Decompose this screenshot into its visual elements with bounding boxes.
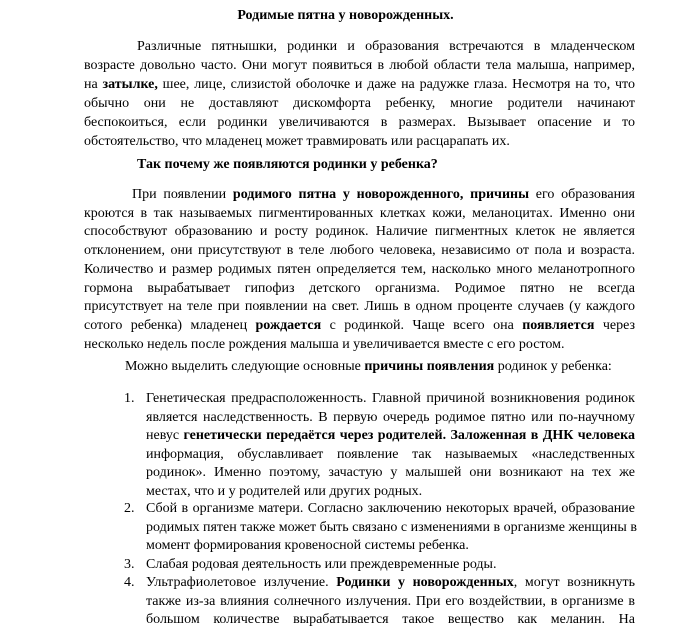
text-run: способствуют образованию и росту родинок. Наличие пигментных клеток не является bbox=[84, 224, 635, 240]
text-run: Различные пятнышки, родинки и образования встречаются в младенческом bbox=[137, 39, 635, 54]
bold-text: Родинки у новорожденных bbox=[336, 575, 514, 590]
text-run: отклонением, они присутствуют в теле любого человека, независимо от пола и возраста. bbox=[84, 243, 635, 259]
intro-paragraph-line bbox=[84, 114, 635, 132]
list-item-line bbox=[146, 537, 635, 555]
cause-paragraph-line bbox=[84, 242, 635, 260]
text-run: несколько недель после рождения малыша и увеличивается вместе с его ростом. bbox=[84, 336, 565, 352]
text-run: Слабая родовая деятельность или преждевременные роды. bbox=[146, 557, 497, 572]
text-run: Количество и размер родимых пятен определяется тем, насколько много меланотропного bbox=[84, 261, 635, 277]
intro-paragraph-line bbox=[84, 76, 635, 94]
text-run: шее, лице, слизистой оболочке и даже на радужке глаза. Несмотря на то, что bbox=[157, 77, 635, 92]
list-item-line bbox=[146, 611, 635, 629]
text-run: на bbox=[84, 77, 103, 92]
list-item-number: 3. bbox=[124, 557, 135, 572]
cause-paragraph-line bbox=[84, 280, 635, 298]
cause-paragraph-line bbox=[84, 261, 635, 279]
causes-intro-line bbox=[125, 358, 645, 376]
list-item-line bbox=[146, 556, 635, 574]
bold-text: появляется bbox=[522, 317, 595, 333]
text-run: Генетическая предрасположенность. Главной причиной возникновения родинок bbox=[146, 391, 635, 406]
text-run: с родинкой. Чаще всего она bbox=[321, 317, 523, 333]
list-item-line bbox=[146, 574, 635, 592]
bold-text: родимого пятна у новорожденного, причины bbox=[232, 187, 530, 202]
list-item-line bbox=[146, 519, 635, 537]
text-run: местах, что и у родителей или других родных. bbox=[146, 483, 423, 499]
text-run: кроются в так называемых пигментированных клетках кожи, меланоцитах. Именно они bbox=[84, 205, 635, 221]
text-run: является наследственность. В первую очередь родимое пятно или по-научному bbox=[146, 409, 635, 425]
intro-paragraph-line bbox=[84, 57, 635, 75]
text-run: момент формирования кровеносной системы ребенка. bbox=[146, 538, 469, 553]
cause-paragraph-line bbox=[84, 223, 635, 241]
text-run: беспокоиться, если родинки увеличиваются в размерах. Вызывает опасение и то bbox=[84, 115, 635, 130]
list-item-line bbox=[146, 483, 635, 501]
intro-paragraph-line bbox=[84, 95, 635, 113]
cause-paragraph-line bbox=[84, 298, 635, 316]
bold-text: генетически передаётся через родителей. Заложенная в ДНК человека bbox=[179, 428, 635, 443]
bold-text: рождается bbox=[255, 317, 322, 333]
cause-paragraph-line bbox=[132, 186, 635, 204]
list-item-line bbox=[146, 446, 635, 464]
list-item-line bbox=[146, 593, 635, 611]
list-item-line bbox=[146, 390, 635, 408]
list-item-number: 4. bbox=[124, 575, 135, 590]
text-run: обычно они не доставляют дискомфорта ребенку, многие родители начинают bbox=[84, 96, 635, 111]
text-run: родимых пятен также может быть связано с изменениями в организме женщины в bbox=[146, 519, 637, 535]
bold-text: причины появления bbox=[364, 359, 495, 374]
bold-text: затылке, bbox=[102, 77, 158, 92]
text-run: его образования bbox=[529, 187, 635, 202]
intro-paragraph-line bbox=[137, 38, 635, 56]
list-item-line bbox=[146, 500, 635, 518]
text-run: возрасте довольно часто. Они могут появиться в любой области тела малыша, например, bbox=[84, 58, 635, 73]
text-run: обстоятельство, что младенец может травмировать или расцарапать их. bbox=[84, 134, 510, 149]
document-title: Родимые пятна у новорожденных. bbox=[237, 8, 454, 23]
section-heading: Так почему же появляются родинки у ребенка? bbox=[137, 157, 438, 172]
text-run: информация, обуславливает появление так называемых «наследственных bbox=[146, 446, 635, 462]
text-run: родинок у ребенка: bbox=[494, 359, 612, 374]
text-run: через bbox=[594, 317, 635, 333]
text-run: Можно выделить следующие основные bbox=[125, 359, 365, 374]
text-run: большом количестве вырабатывается такое вещество как меланин. На bbox=[146, 612, 635, 627]
text-run: , могут возникнуть bbox=[513, 575, 635, 590]
text-run: Ультрафиолетовое излучение. bbox=[146, 575, 337, 590]
cause-paragraph-line bbox=[84, 336, 635, 354]
list-item-number: 2. bbox=[124, 501, 135, 516]
text-run: Сбой в организме матери. Согласно заключению некоторых врачей, образование bbox=[146, 501, 635, 516]
text-run: невус bbox=[146, 428, 180, 443]
text-run: При появлении bbox=[132, 187, 233, 202]
list-item-line bbox=[146, 427, 635, 445]
cause-paragraph-line bbox=[84, 205, 635, 223]
list-item-line bbox=[146, 464, 635, 482]
intro-paragraph-line bbox=[84, 133, 635, 151]
text-run: также из-за влияния солнечного излучения. При его воздействии, в организме в bbox=[146, 593, 635, 609]
list-item-number: 1. bbox=[124, 391, 135, 406]
text-run: гормона вырабатывает гипофиз детского организма. Родимое пятно не всегда bbox=[84, 280, 635, 296]
cause-paragraph-line bbox=[84, 317, 635, 335]
text-run: сотого ребенка) младенец bbox=[84, 317, 256, 333]
list-item-line bbox=[146, 409, 635, 427]
text-run: присутствует на теле при появлении на свет. Лишь в одном проценте случаев (у каждого bbox=[84, 299, 635, 315]
text-run: родинок». Именно поэтому, зачастую у малышей они возникают на тех же bbox=[146, 465, 635, 480]
